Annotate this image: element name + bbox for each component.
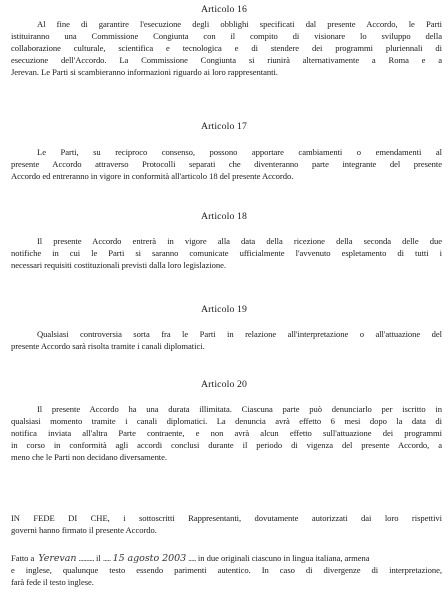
text-line: Le Parti, su reciproco consenso, possono apportare cambiamenti o emendamenti al — [37, 147, 442, 157]
text-line: Jerevan. Le Parti si scambieranno informazioni riguardo ai loro rappresentanti. — [11, 66, 278, 77]
text-line: necessari requisiti costituzionali previsti dalla loro legislazione. — [11, 259, 226, 270]
dotted-line: ..... — [188, 553, 196, 563]
handwritten-date: 15 agosto 2003 — [112, 553, 187, 564]
text-line: Qualsiasi controversia sorta fra le Parti in relazione all'interpretazione o all'attuazione del — [37, 329, 442, 339]
fatto-a-label: Fatto a — [11, 553, 35, 563]
text-line: istituiranno una Commissione Congiunta con il compito di visionare lo sviluppo della — [11, 30, 442, 41]
text-line: Il presente Accordo ha una durata illimitata. Ciascuna parte può denunciarlo per iscritto in — [37, 404, 442, 414]
text-line: farà fede il testo inglese. — [11, 576, 94, 587]
text-line: Il presente Accordo entrerà in vigore alla data della ricezione della seconda delle due — [37, 236, 442, 246]
il-label: il — [96, 553, 101, 563]
article-17-title: Articolo 17 — [201, 121, 247, 132]
in-fede-paragraph — [11, 513, 442, 537]
text-line: collaborazione culturale, scientifica e tecnologica e di stendere dei programmi pluriennali di — [11, 42, 442, 53]
dotted-line: ..... — [102, 553, 111, 563]
handwritten-place: Yerevan — [38, 553, 77, 564]
closing-line-rest: in due originali ciascuno in lingua italiana, armena — [197, 553, 370, 563]
article-16-title: Articolo 16 — [201, 4, 247, 15]
closing-paragraph — [11, 553, 442, 589]
article-20-body — [11, 404, 442, 464]
article-18-title: Articolo 18 — [201, 211, 247, 222]
text-line: Al fine di garantire l'esecuzione degli obblighi specificati dal presente Accordo, le Parti — [37, 19, 442, 29]
article-18-body — [11, 236, 442, 272]
text-line: esecuzione dell'Accordo. La Commissione Congiunta si riunirà alternativamente a Roma e a — [11, 54, 442, 65]
closing-first-line — [11, 553, 442, 565]
text-line: governi hanno firmato il presente Accordo. — [11, 524, 157, 535]
dotted-line: .......... — [78, 553, 94, 563]
article-17-body — [11, 147, 442, 183]
text-line: e inglese, qualunque testo essendo parimenti autentico. In caso di divergenze di interpretazione, — [11, 564, 442, 575]
article-20-title: Articolo 20 — [201, 379, 247, 390]
article-16-body — [11, 19, 442, 79]
article-19-body — [11, 329, 442, 353]
text-line: Accordo ed entreranno in vigore in conformità all'articolo 18 del presente Accordo. — [11, 170, 294, 181]
text-line: notifiche in cui le Parti si saranno comunicate ufficialmente l'avvenuto espletamento di tutti i — [11, 247, 442, 258]
text-line: presente Accordo sarà risolta tramite i canali diplomatici. — [11, 340, 205, 351]
text-line: notifica inviata all'altra Parte contraente, e non avrà alcun effetto sull'attuazione dei programmi — [11, 427, 442, 438]
text-line: meno che le Parti non decidano diversamente. — [11, 451, 168, 462]
text-line: IN FEDE DI CHE, i sottoscritti Rappresentanti, dovutamente autorizzati dai loro rispettivi — [11, 513, 442, 523]
text-line: qualsiasi momento tramite i canali diplomatici. La denuncia avrà effetto 6 mesi dopo la data di — [11, 415, 442, 426]
text-line: in corso in conformità agli accordi conclusi durante il periodo di vigenza del presente Accordo, a — [11, 439, 442, 450]
text-line: presente Accordo attraverso Protocolli separati che diventeranno parte integrante del presente — [11, 158, 442, 169]
article-19-title: Articolo 19 — [201, 304, 247, 315]
